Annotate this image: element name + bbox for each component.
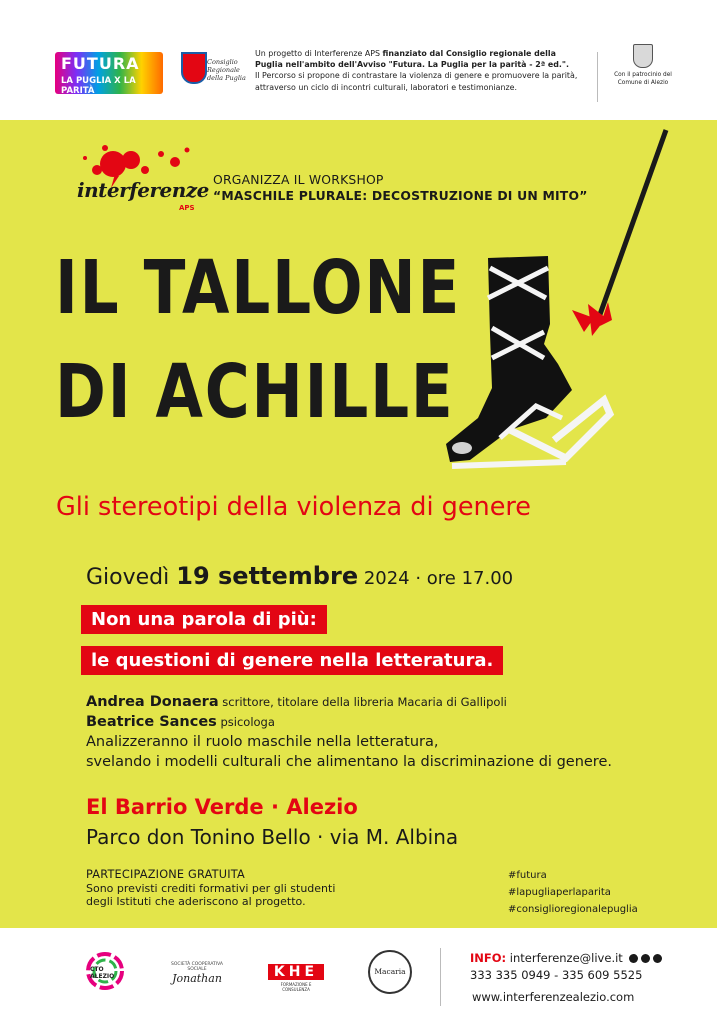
event-day-month: 19 settembre — [176, 562, 359, 590]
topic-line2: le questioni di genere nella letteratura. — [81, 646, 503, 675]
futura-logo-title: FUTURA — [61, 54, 140, 73]
participation-line2: degli Istituti che aderiscono al progetto. — [86, 895, 306, 908]
speakers-block — [86, 692, 612, 772]
achilles-heel-illustration — [440, 118, 680, 490]
jonathan-sub: SOCIETÀ COOPERATIVA SOCIALE — [170, 962, 224, 972]
venue-name: El Barrio Verde · Alezio — [86, 795, 358, 819]
interferenze-wordmark: interferenze — [77, 178, 209, 202]
jonathan-name: Jonathan — [172, 972, 222, 985]
interferenze-logo — [75, 140, 209, 220]
project-intro: Un progetto di Interferenze APS — [255, 49, 383, 58]
sandal-icon — [446, 256, 610, 466]
main-title-line1: IL TALLONE — [55, 245, 462, 331]
info-label: INFO: — [470, 951, 507, 965]
cto-alezio-label: CTO ALEZIO — [90, 966, 115, 980]
main-title-line2: DI ACHILLE — [55, 349, 455, 435]
subtitle: Gli stereotipi della violenza di genere — [56, 492, 531, 522]
talk-description-line2: svelando i modelli culturali che alimentano la discriminazione di genere. — [86, 754, 612, 770]
participation-heading: PARTECIPAZIONE GRATUITA — [86, 868, 245, 881]
patronage-line1: Con il patrocinio del — [614, 72, 672, 78]
cto-alezio-logo — [84, 950, 126, 992]
participation-info — [86, 868, 335, 909]
workshop-title: “MASCHILE PLURALE: DECOSTRUZIONE DI UN MITO” — [213, 188, 588, 203]
workshop-label: ORGANIZZA IL WORKSHOP — [213, 172, 384, 187]
venue-address: Parco don Tonino Bello · via M. Albina — [86, 825, 459, 849]
facebook-icon[interactable] — [629, 954, 638, 963]
project-purpose: Il Percorso si propone di contrastare la violenza di genere e promuovere la parità, attraverso un ciclo di incontri culturali, laboratori e testimonianze. — [255, 71, 578, 92]
alezio-crest-icon — [633, 44, 653, 68]
hashtag: #lapugliaperlaparita — [508, 887, 611, 898]
participation-line1: Sono previsti crediti formativi per gli studenti — [86, 881, 336, 895]
speaker-row — [86, 692, 612, 712]
contact-info — [470, 950, 662, 984]
speaker-name: Andrea Donaera — [86, 694, 219, 710]
speaker-role: scrittore, titolare della libreria Macaria di Gallipoli — [218, 695, 507, 709]
project-funding: finanziato dal Consiglio regionale della Puglia nell'ambito dell'Avviso "Futura. La Puglia per la parità - 2ª ed.". — [255, 49, 570, 70]
arrow-fletching-icon — [572, 302, 612, 336]
contact-email[interactable]: interferenze@live.it — [506, 951, 623, 965]
website-link[interactable]: www.interferenzealezio.com — [472, 990, 635, 1004]
macaria-name: Macaria — [374, 967, 406, 976]
patronage-line2: Comune di Alezio — [617, 79, 669, 86]
talk-description-line1: Analizzeranno il ruolo maschile nella letteratura, — [86, 734, 439, 750]
event-weekday: Giovedì — [86, 565, 177, 590]
event-date — [86, 562, 513, 590]
main-title — [55, 236, 461, 444]
hashtag: #consiglioregionalepuglia — [508, 904, 638, 915]
interferenze-aps: APS — [179, 204, 195, 212]
footer-divider — [440, 948, 441, 1006]
region-signature: Consiglio Regionale della Puglia — [207, 58, 246, 82]
whatsapp-icon[interactable] — [653, 954, 662, 963]
patronage — [603, 44, 683, 87]
macaria-logo — [368, 950, 412, 994]
header-divider — [597, 52, 598, 102]
hashtag: #futura — [508, 870, 547, 881]
arrow-shaft — [598, 130, 666, 320]
contact-phones: 333 335 0949 - 335 609 5525 — [470, 968, 643, 982]
speaker-name: Beatrice Sances — [86, 714, 217, 730]
futura-logo — [55, 52, 163, 94]
khe-sub: FORMAZIONE E CONSULENZA — [280, 982, 312, 992]
hashtags — [508, 867, 638, 918]
futura-logo-tagline: LA PUGLIA X LA PARITÀ — [61, 76, 136, 96]
project-description — [255, 48, 585, 93]
jonathan-logo — [162, 950, 232, 985]
regional-council-logo — [175, 50, 245, 100]
khe-name: KHE — [268, 964, 324, 980]
speaker-role: psicologa — [216, 715, 275, 729]
event-year-time: 2024 · ore 17.00 — [358, 568, 514, 589]
region-shield-icon — [181, 52, 207, 84]
khe-logo — [268, 964, 324, 992]
topic-line1: Non una parola di più: — [81, 605, 327, 634]
instagram-icon[interactable] — [641, 954, 650, 963]
speaker-row — [86, 712, 612, 732]
